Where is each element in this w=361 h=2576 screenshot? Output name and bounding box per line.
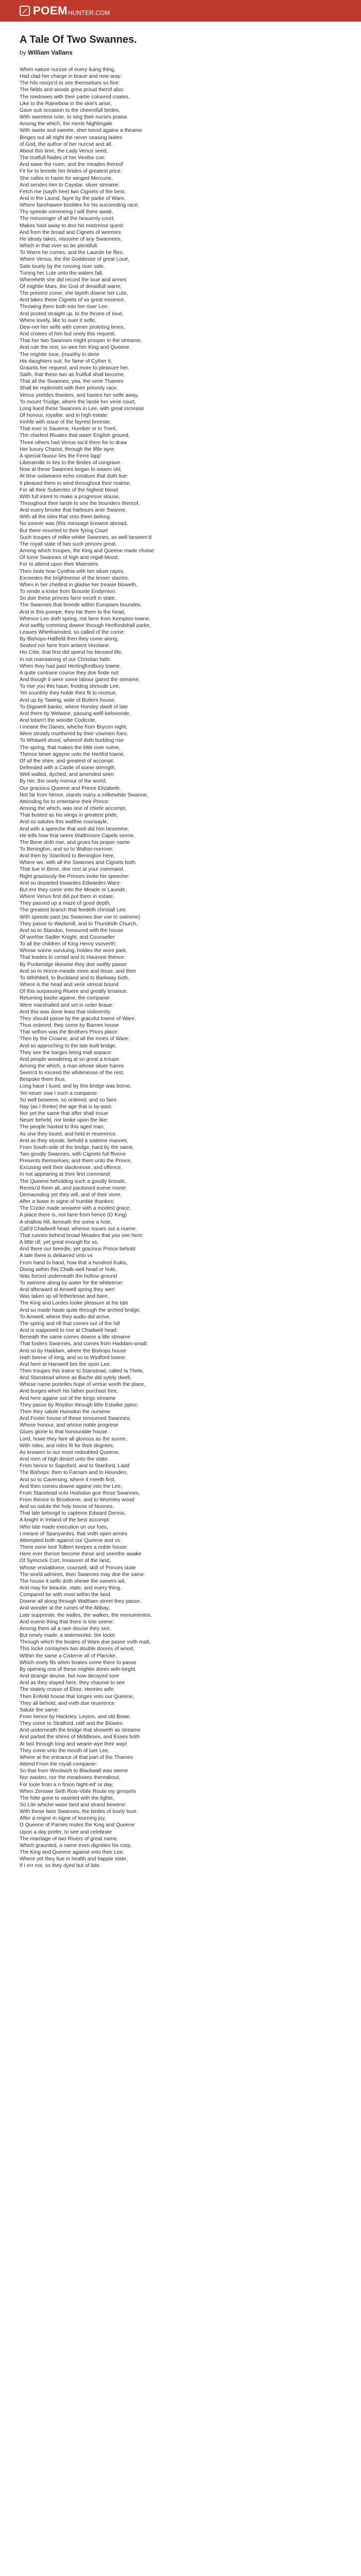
- site-logo[interactable]: [20, 4, 110, 18]
- poem-line: Where is the head and verie utmost bound: [20, 982, 119, 988]
- poem-line: To mount Trudge, where the lande her verie court,: [20, 399, 136, 405]
- poem-line: Late suppreste, the walles, the walkes, the monumentes,: [20, 1612, 152, 1618]
- poem-line: To Whithbell, to Buckland and to Barkway both,: [20, 975, 129, 981]
- poem-line: If I err not, so they dyed but of late.: [20, 1863, 101, 1869]
- quill-icon: [20, 6, 30, 16]
- poem-line: They passed up a maze of good depth,: [20, 901, 111, 907]
- poem-line: The King and Lordes tooke pleasure at his tale: [20, 1300, 128, 1307]
- poem-line: Whose name portelles hope of vertue worth the place,: [20, 1382, 146, 1388]
- poem-line: And in this pompe, they hie them to the head,: [20, 609, 126, 615]
- poem-line: From Stanstead vnto Hodsdon goe these Swannes,: [20, 1490, 140, 1496]
- poem-byline: [20, 49, 339, 56]
- poem-line: Two goodly Swannes, with Cignets full ffivene: [20, 1151, 126, 1157]
- poem-line: The Swannes that breede within Europaes boundes:: [20, 602, 142, 608]
- poem-line: From thence to Broxborne, and to Wormley wood: [20, 1497, 135, 1503]
- poem-line: That fosters Swannes, and comes from Haddam-small:: [20, 1341, 148, 1347]
- poem-line: Lord, howe they fare all glorious as the sunne,: [20, 1436, 127, 1442]
- poem-line: And there by Welwine, passing welll belovende,: [20, 710, 131, 717]
- poem-line: I meane the Danes, whiche from Brycen night,: [20, 724, 127, 731]
- poem-line: Three others had Venus six'd them for to draw: [20, 439, 127, 446]
- poem-line: They passe to Wadsmill, and to Thundridh Church,: [20, 921, 138, 927]
- poem-line: And is supposed to rise at Chadwell head:: [20, 1328, 118, 1334]
- poem-line: When in her cheifest in gladse her treasie bloweth,: [20, 582, 138, 588]
- poem-line: Of all the shire, and greatest of accompt:: [20, 758, 114, 764]
- poem-line: A shallow hill, beneath the some a hole,: [20, 1219, 112, 1225]
- poem-line: By Bishops-Hatfield then they come along,: [20, 636, 119, 642]
- poem-line: The King and Queene against vnto their Lee:: [20, 1850, 124, 1856]
- poem-line: Attempted both against our Queene and vs:: [20, 1537, 122, 1544]
- poem-line: And euery brooke that harbours anie Swanne,: [20, 507, 127, 514]
- poem-line: The Bishops: then to Farnam and to Hounden,: [20, 1470, 128, 1476]
- poem-line: His Citie, that first did spend his blessed life,: [20, 650, 123, 656]
- poem-line: Thy speede commeing I will there await,: [20, 209, 113, 215]
- poem-line: Thus ordered, they come by Barnes house: [20, 1023, 119, 1029]
- poem-line: And this was done least that violorently: [20, 1009, 111, 1015]
- author-link[interactable]: William Vallans: [28, 49, 73, 56]
- poem-line: Among them all a rare deuise they see,: [20, 1625, 111, 1632]
- poem-line: He ideaty takes, nisoome of any Swannees,: [20, 236, 122, 242]
- poem-line: Call'd Chadwell head, whence issues out a riuerie,: [20, 1226, 137, 1232]
- poem-line: Exceedes the brightnesse of the lesser starres,: [20, 575, 129, 581]
- poem-line: Her luxury Chariot, through the liftle ayre.: [20, 446, 116, 452]
- poem-line: And totam't the woodie Codicote,: [20, 718, 97, 723]
- poem-line: Shall be replenisht with their princely race.: [20, 385, 118, 392]
- poem-line: By Puckeridge likewise they doe swiftly passe:: [20, 961, 128, 968]
- poem-line: The house it selfe doth shewe the owners wit,: [20, 1578, 126, 1584]
- poem-line: Was taken vp all fetherlesse and bare.: [20, 1294, 109, 1300]
- poem-line: And people wondering at so great a troupe:: [20, 1056, 121, 1062]
- poem-line: No sooner was (this message knowne abroad,: [20, 521, 128, 527]
- by-label: by: [20, 49, 26, 56]
- poem-line: Innhfe with issue of the fayrest breeste,: [20, 419, 111, 426]
- poem-line: The medowes with their partie coloured coates,: [20, 94, 130, 100]
- poem-line: And here at Hamwell lies the vpon Lee.: [20, 1361, 111, 1367]
- poem-line: Liberamille to lies to the Brides of congrave.: [20, 460, 122, 466]
- poem-line: That her two Swannes might prosper in the streame,: [20, 338, 142, 344]
- poem-line: And parted the shires of Middlesex, and Essex both: [20, 1734, 140, 1740]
- poem-line: A quite contrarie course they doe finde out:: [20, 670, 120, 676]
- poem-line: Thence bewe agayne unto the Hertfrd towne,: [20, 751, 125, 757]
- poem-line: After a bowe in signe of humble thankes:: [20, 1199, 115, 1205]
- poem-line: Fit for to breede her brides of greatest price.: [20, 168, 122, 175]
- poem-line: And Stanstead where as Bache did sytely dwell,: [20, 1375, 132, 1381]
- poem-line: And with a speeche that well did him beseeme,: [20, 826, 129, 832]
- poem-line: Of worthie Sadler Knight, and Counseller: [20, 935, 115, 940]
- poem-line: Tuning her Lute unto the waters fall,: [20, 270, 104, 276]
- poem-line: Among the which, the merie Nightingale: [20, 121, 113, 127]
- poem-line: Then troupes this traine to Stanstead, called la Thele,: [20, 1368, 144, 1374]
- poem-line: Sate louely by the running riuer side,: [20, 263, 105, 269]
- poem-line: Within the same a Cisterne all of Plancke,: [20, 1653, 117, 1659]
- poem-line: Attend From the royall companie:: [20, 1761, 97, 1768]
- poem-line: Bespoke them thus.: [20, 1077, 67, 1083]
- poem-line: After a reigne in signe of lourning joy,: [20, 1816, 106, 1822]
- poem-line: Was forced underneath the hollow ground: [20, 1273, 117, 1279]
- poem-line: A place there is, not farre from hence (O King): [20, 1212, 127, 1218]
- poem-line: Dew-net her selfe with corner proleting times,: [20, 324, 125, 330]
- poem-line: That late belongd to capteine Edward Dennis,: [20, 1511, 126, 1517]
- poem-line: Downe all along through Waltham street they passe,: [20, 1599, 141, 1605]
- poem-line: They see the barges lieing mall aspace:: [20, 1049, 112, 1056]
- poem-line: The truitfull Nailes of her Vesthe cue:: [20, 155, 106, 161]
- poem-line: Whose honour, and whose noble progrese: [20, 1422, 119, 1429]
- poem-line: Whence Lee doth spring, not farre from Kempton towne,: [20, 616, 151, 622]
- poem-line: For loole from a n finion hight-ed' or day,: [20, 1782, 113, 1788]
- poem-line: Dixing within this Chalk-well head or hole,: [20, 1266, 117, 1273]
- poem-line: As knowen to our most redoubted Queene,: [20, 1449, 120, 1455]
- poem-line: A knight in Ireland of the best accompt:: [20, 1517, 110, 1523]
- poem-line: Nay (as I thinke) the age that is by-past,: [20, 1104, 113, 1110]
- poem-line: To swimme along by water for the whiteerse:: [20, 1280, 124, 1286]
- poem-line: That all the Swannes, yea, the verie Thames: [20, 379, 124, 385]
- poem-line: That ever in Sauerne, Humber or in Trent,: [20, 426, 117, 432]
- poem-line: By opening one of these mightie dores with-lorght,: [20, 1666, 137, 1672]
- poem-line: Then Enfeild house that longes vnto our Queene,: [20, 1693, 135, 1700]
- poem-line: Through which the boates of Ware doe passe vvith malt,: [20, 1639, 151, 1646]
- poem-line: Makes hast away to doo his mistresse quest:: [20, 223, 124, 229]
- poem-line: Fetch me (sayth hee) two Cignets of the best,: [20, 189, 126, 195]
- poem-line: Nor wasten, nor the meadowes thereabout,: [20, 1775, 121, 1781]
- poem-line: Such troupes of milke-whitie Swannes, as well beseem'd: [20, 534, 152, 540]
- poem-line: A special fauour lies the Ferre lapp': [20, 453, 102, 459]
- poem-line: With swete and sweete, sher tonnd againe a theame: [20, 128, 142, 134]
- poem-line: Had clad her charge in braue and new aray:: [20, 74, 122, 80]
- poem-line: Among which troupes, the King and Queene made choise: [20, 548, 154, 554]
- poem-line: And so salutes this watthie counsayle,: [20, 819, 109, 825]
- poem-line: And so by Haddam, where the Bishops house: [20, 1348, 126, 1354]
- poem-line: I meane of Spanyardes, that vnith open armes: [20, 1531, 127, 1537]
- poem-line: And then by Stamford to Benington here,: [20, 853, 115, 859]
- site-header: [0, 0, 361, 22]
- poem-line: But there resorted to their fyring Court: [20, 528, 108, 534]
- poem-line: To Amwell, where they audio did arrive.: [20, 1314, 111, 1320]
- logo-wordmark: POEM: [33, 4, 68, 17]
- poem-line: His daughters suit, for fame of Cyther it,: [20, 358, 112, 364]
- poem-line: Returning backe againe, the companie: [20, 995, 110, 1002]
- poem-line: The mightie Ioue, (muethy in derie: [20, 351, 100, 358]
- poem-content: [20, 34, 339, 1870]
- poem-line: Seem'd to exceed the whitenesse of the rest,: [20, 1070, 124, 1076]
- poem-line: Where we, with all the Swannes and Cignets both,: [20, 860, 137, 866]
- poem-line: And wonder at the ruines of the Abbay,: [20, 1605, 110, 1612]
- poem-line: So well beseene, so ordered, and so faire.: [20, 1097, 118, 1103]
- poem-line: Binges out all night the never ceasing laides: [20, 134, 122, 141]
- poem-line: At last through long and wearie wye their wayt: [20, 1741, 127, 1747]
- poem-line: Long liued these Swannes in Lee, with great increase: [20, 405, 144, 412]
- poem-line: The fields and woods grew proud therof also:: [20, 87, 125, 93]
- poem-line: Hath beene of long, and so to Wydford towne: [20, 1354, 125, 1361]
- poem-line: And crowes of him but onely this request,: [20, 331, 116, 337]
- poem-line: Then by the Crowne, and all the Innes of Ware:: [20, 1036, 130, 1042]
- poem-line: And afterward at Amwell spring they wer!: [20, 1287, 115, 1293]
- poem-line: It pleased them to wind throughout their realme,: [20, 480, 131, 486]
- poem-line: And swiftly comming downe through Hertfordshall parke,: [20, 622, 151, 629]
- poem-line: To Digswell banke, where Horsley dwelt of late: [20, 704, 128, 710]
- poem-line: This locke contaynes two double doores of wood,: [20, 1646, 135, 1652]
- poem-line: And euerie thing that there is lote seene:: [20, 1619, 114, 1625]
- poem-line: They come to Stratford, ratif and the Blowes:: [20, 1721, 124, 1727]
- poem-line: And sawe the riuen, and the meades thereof: [20, 162, 123, 168]
- poem-line: With full intent to make a progresse slouse,: [20, 494, 120, 500]
- poem-line: So that from Woolwich to Blackwall was seene: [20, 1768, 128, 1774]
- poem-line: And posted straight up, to the throne of Ioue,: [20, 311, 124, 317]
- poem-line: Nor yet the same that after shall insue: [20, 1111, 108, 1117]
- poem-line: A little rill, yet great enough for vs,: [20, 1240, 99, 1246]
- poem-line: And sendes him to Caystar, siluer streame:: [20, 182, 120, 188]
- poem-line: And men of high desert unto the state:: [20, 1456, 109, 1463]
- poem-line: To Whitwell shoot, whereof doth burbling rise: [20, 738, 124, 744]
- poem-line: Presents themselues, and them unto the Prince,: [20, 1158, 132, 1164]
- poem-line: Where at the entrance of that part of the Thames: [20, 1754, 134, 1760]
- poem-line: From South-side of the bridge, hard by the same,: [20, 1144, 134, 1150]
- poem-line: Throwing them both into her riuer Lee:: [20, 304, 109, 310]
- poem-line: Were marshalled and set in order braue:: [20, 1002, 114, 1008]
- poem-line: The spring and rill that comes out of the hill: [20, 1320, 120, 1327]
- poem-line: Our gracious Queene and Prince Elizabeth.: [20, 785, 121, 791]
- poem-line: And as they stoode, behold a sodeine manner,: [20, 1138, 128, 1144]
- poem-line: And up by Tawing, wide of Butlers house,: [20, 697, 116, 703]
- poem-line: Of tome Swannes of high and regall blood,: [20, 555, 119, 561]
- poem-line: Yet sounthly they holde their fit to receiue,: [20, 690, 117, 697]
- poem-line: But newly made, a waterworke: the locke: [20, 1633, 116, 1639]
- poem-line: With all the isles that vnto them belong.: [20, 514, 111, 520]
- poem-line: A tale there is deliuered vnto vs: [20, 1253, 93, 1259]
- poem-line: With these faire Swannes, the birdes of lourly loue.: [20, 1809, 138, 1815]
- poem-line: From hence by Hackney, Leyton, and old Bowe,: [20, 1714, 132, 1720]
- poem-line: With sweetest note, to sing their nurses praise.: [20, 114, 129, 121]
- poem-line: Leaues Whethamsted, so called of the corne:: [20, 629, 125, 635]
- poem-line: Saith, that these two as fruitfull shall become,: [20, 372, 125, 378]
- poem-line: The greatest branch that feedeth christall Lee:: [20, 907, 127, 913]
- poem-line: To rise you this haue, fnoding shroude Lee,: [20, 684, 120, 690]
- poem-line: The fotte gone to oaseled with the lighte,: [20, 1795, 114, 1801]
- poem-line: of God, the author of her nurcse and all.: [20, 141, 113, 147]
- poem-line: The messenger of all the heauenly court,: [20, 216, 115, 222]
- poem-line: Now at these Swannes began to waxen old,: [20, 467, 122, 473]
- poem-line: By her, the onely mirrour of the world,: [20, 778, 107, 785]
- poem-line: Were strowly murthered by their vowmen foes:: [20, 731, 128, 737]
- poem-line: About this time, the Lady Venus seed,: [20, 148, 108, 154]
- poem-line: When nature nursse of euery liuing thing,: [20, 67, 116, 73]
- poem-line: And burges which his father purchast free,: [20, 1388, 118, 1395]
- poem-line: Not far from hence, standv many a milkewhite Swanne,: [20, 792, 149, 798]
- poem-line: The hils reioys'd to see themselues so fine:: [20, 80, 120, 87]
- poem-line: The marriage of two Riuers of great name.: [20, 1836, 119, 1842]
- poem-line: And may for beautie, state, and euery thing,: [20, 1585, 122, 1591]
- poem-line: Yet neuer saw I such a companie:: [20, 1090, 99, 1096]
- poem-line: At time outweares echo creature that doth liue:: [20, 473, 128, 480]
- poem-line: Upon a day prefer, to see and celebrate: [20, 1829, 112, 1835]
- poem-line: Here ever thence become these and seeethe awake: [20, 1551, 142, 1557]
- poem-line: As one they loued, and held in reuerence.: [20, 1131, 117, 1137]
- poem-line: The stately crosse of Elnor, Henries wife:: [20, 1687, 115, 1693]
- poem-line: Where fairehawee booldes for his succeeding race,: [20, 202, 139, 209]
- logo-domain: HUNTER.COM: [68, 9, 110, 16]
- poem-line: Which in that river so be plentifull.: [20, 243, 99, 249]
- poem-line: Who late made execution on our foes,: [20, 1524, 108, 1530]
- poem-line: Seated not farre from antient Verolane:: [20, 643, 110, 649]
- poem-line: And though it were some labour gainst the streame,: [20, 677, 140, 683]
- poem-line: With speede past (as Swannes doe vse to swimme): [20, 914, 140, 920]
- poem-line: And takes these Cignets of so great essence,: [20, 297, 126, 303]
- poem-line: And so made haste quite through the arched bridge,: [20, 1307, 141, 1313]
- poem-line: The spring, that makes the little river ruime,: [20, 744, 121, 751]
- poem-body: [20, 66, 339, 1870]
- poem-line: And rule the rest, so wee her King and Queene.: [20, 345, 131, 351]
- poem-line: Compared be with most within the land.: [20, 1592, 112, 1598]
- poem-line: That runnes behind broad Meades that you see here:: [20, 1232, 144, 1239]
- poem-line: And so to Horne-meade more and lesse, and then: [20, 968, 136, 974]
- poem-line: Then they salute Hunsdon the nursene: [20, 1409, 110, 1415]
- poem-line: That busted as his wings in greatest pride,: [20, 812, 118, 819]
- poem-line: The present come, she layeth downe her Lute,: [20, 291, 128, 297]
- poem-line: And so to Standon, honoured with the house: [20, 927, 124, 934]
- poem-line: There none lord Tolbert keepes a noble house:: [20, 1545, 128, 1551]
- poem-line: The world admires, then Swannes may doe the same:: [20, 1571, 145, 1578]
- poem-line: When they had past Hertingfordbury towne,: [20, 663, 121, 669]
- poem-line: Whereheth she did record the loue and armes: [20, 277, 127, 283]
- poem-title: A Tale Of Two Swannes.: [20, 34, 137, 45]
- poem-line: The Queene beholding such a goodly broode,: [20, 1178, 126, 1184]
- poem-line: Graunts her request; and more to pleasure her,: [20, 365, 129, 371]
- poem-line: Where yet they liue in health and happie state,: [20, 1856, 128, 1862]
- poem-line: Throughout their lande to see the bounders thereof,: [20, 501, 140, 506]
- poem-line: And in the Laund, fayre by the parke of Ware,: [20, 195, 126, 201]
- poem-line: Whose vnstablome, counsell, skill of Princes state: [20, 1565, 136, 1571]
- poem-line: And strange deuise, but now decayed sore: [20, 1673, 120, 1680]
- poem-line: Gave suit occasion to the cheerefull birdes,: [20, 107, 120, 113]
- poem-line: O Queene of Parnes mutes the King and Queene: [20, 1822, 135, 1828]
- poem-line: The royall state of two such princes great.: [20, 541, 117, 547]
- poem-line: The chiefest Riuales that water English ground,: [20, 433, 130, 439]
- poem-line: To Warre he comes, and the Launde he flies,: [20, 250, 124, 256]
- poem-line: For to attend upon their Maiesties.: [20, 562, 100, 568]
- poem-line: Receiu'd them all, and pardoned eueve mone:: [20, 1185, 127, 1191]
- poem-line: Long haue I liued, and by this bridge was borne,: [20, 1083, 132, 1090]
- poem-line: From hand to hand, how that a hundred Kukis,: [20, 1260, 128, 1266]
- poem-line: Which graunted, a name even dignities his corp,: [20, 1842, 132, 1849]
- poem-line: They should passe by the gracelul towne of Ware.: [20, 1015, 136, 1022]
- poem-line: The Cocke made answere with a modest grace,: [20, 1206, 131, 1212]
- poem-line: Which onely fils when boates come there to passe: [20, 1659, 137, 1666]
- poem-line: Venus yeeldes thankes, and hastes her selfe away,: [20, 392, 139, 398]
- poem-line: Like to the Rainebow in the skie's arise,: [20, 100, 112, 107]
- poem-line: That leades to certad and to Haurone thence:: [20, 955, 126, 961]
- poem-line: But ere they come vnto the Meade or Launde,: [20, 887, 127, 893]
- poem-line: So doe these princes farre excell in state,: [20, 596, 116, 602]
- poem-line: When Zenowe Seth Rois-Vbile Route my gmoyels: [20, 1788, 136, 1794]
- poem-line: Salute the same:: [20, 1707, 59, 1713]
- poem-line: From hence to Sapsford, and to Stanford, Ladd: [20, 1463, 129, 1469]
- poem-line: And Foster house of these renoumed Swannes:: [20, 1416, 131, 1422]
- poem-line: In not appearing at their first command:: [20, 1172, 111, 1178]
- poem-line: Then loote how Cynthia with her siluer rayes,: [20, 568, 125, 574]
- poem-line: Beneath the same comes downe a litle streame: [20, 1334, 130, 1341]
- poem-line: And as they stayed here, they chaunst to see: [20, 1680, 125, 1686]
- poem-line: Of Symcock Cort, treasorer of the land,: [20, 1558, 111, 1564]
- poem-line: And then comes downe againe into the Lee,: [20, 1483, 122, 1489]
- poem-line: Neuer beheld, nor looke upon the like:: [20, 1117, 109, 1124]
- poem-line: Right graciously the Princes invite his speeche:: [20, 873, 129, 879]
- poem-line: They come vnto the mouth of luer Lee,: [20, 1748, 110, 1754]
- poem-line: To all the children of King Henry vsoverth:: [20, 941, 117, 947]
- poem-line: She calles in haste for winged Mercurie,: [20, 175, 113, 181]
- poem-line: Of this surpassing Riuere and greatly tenance.: [20, 989, 128, 995]
- poem-line: Excusing well their slacknesse, and offence,: [20, 1165, 123, 1171]
- poem-line: That selfom was the Brothers Priors place:: [20, 1029, 119, 1036]
- poem-line: Among the which, was one of chiefe accompt,: [20, 806, 127, 812]
- poem-line: To Benington, and so to Walton-nurrove:: [20, 846, 113, 852]
- poem-line: And so salute the holy house of Nunnes,: [20, 1504, 114, 1510]
- poem-line: And so approching to the late built bridge,: [20, 1043, 117, 1049]
- poem-line: Demaunding yet they will, and of their store.: [20, 1192, 122, 1198]
- poem-line: And underneath the bridge that showeth as streame: [20, 1727, 141, 1734]
- poem-line: In not maintaining of our Christian faith:: [20, 656, 111, 663]
- poem-line: Whose sonne surviuing, holdes the wore park,: [20, 948, 127, 954]
- poem-line: The Bene doth rise, and grues his proper name: [20, 839, 130, 845]
- poem-line: They passe by Roydon through little Estwike ppinc:: [20, 1402, 139, 1408]
- poem-line: And from the broad and Cignets of weemes: [20, 229, 121, 235]
- poem-line: Where Venus first did put them in estate,: [20, 894, 114, 900]
- poem-line: For all their Subiectes of the highest blood.: [20, 487, 120, 493]
- poem-line: He tells how that neere Walthmore Capels seene,: [20, 833, 135, 839]
- poem-line: Giues glorie to that honourable house.: [20, 1429, 109, 1435]
- poem-line: To rende a knise from Brounte Endymion:: [20, 589, 117, 595]
- poem-line: Among the which, a man whose siluer haires: [20, 1063, 124, 1069]
- poem-line: And so departed towardes Edwardes Ware:: [20, 880, 121, 886]
- poem-line: Of mightie Mars, the God of dreadfull warre,: [20, 284, 122, 290]
- poem-line: And there our breedle, yet gracious Prince behold: [20, 1246, 136, 1252]
- poem-line: Where Venus, the the Goddesse of great Loue,: [20, 257, 129, 263]
- poem-line: That liue in Bene, doe rest at your command.: [20, 867, 125, 873]
- poem-line: Of honour, royaltie, and in high estate:: [20, 412, 109, 418]
- poem-line: Where lovely, like to ouer it selfe,: [20, 317, 96, 324]
- poem-line: The people hasted to this aged man,: [20, 1124, 105, 1130]
- poem-line: So Lite whiche wase land and strand bewene:: [20, 1802, 127, 1808]
- poem-line: Well walled, dyched, and amended seen: [20, 772, 114, 778]
- poem-line: And so to Caversing, where it meeth first,: [20, 1477, 116, 1483]
- poem-line: They all behold, and vvith due reuerence: [20, 1700, 115, 1706]
- poem-line: And here againe out of the kings streame: [20, 1395, 116, 1401]
- poem-line: Defended with a Castle of some strength,: [20, 765, 116, 771]
- poem-line: Attending for to entertaine their Prince:: [20, 799, 110, 805]
- poem-line: With rides, and rides fit for their degrees,: [20, 1443, 114, 1449]
